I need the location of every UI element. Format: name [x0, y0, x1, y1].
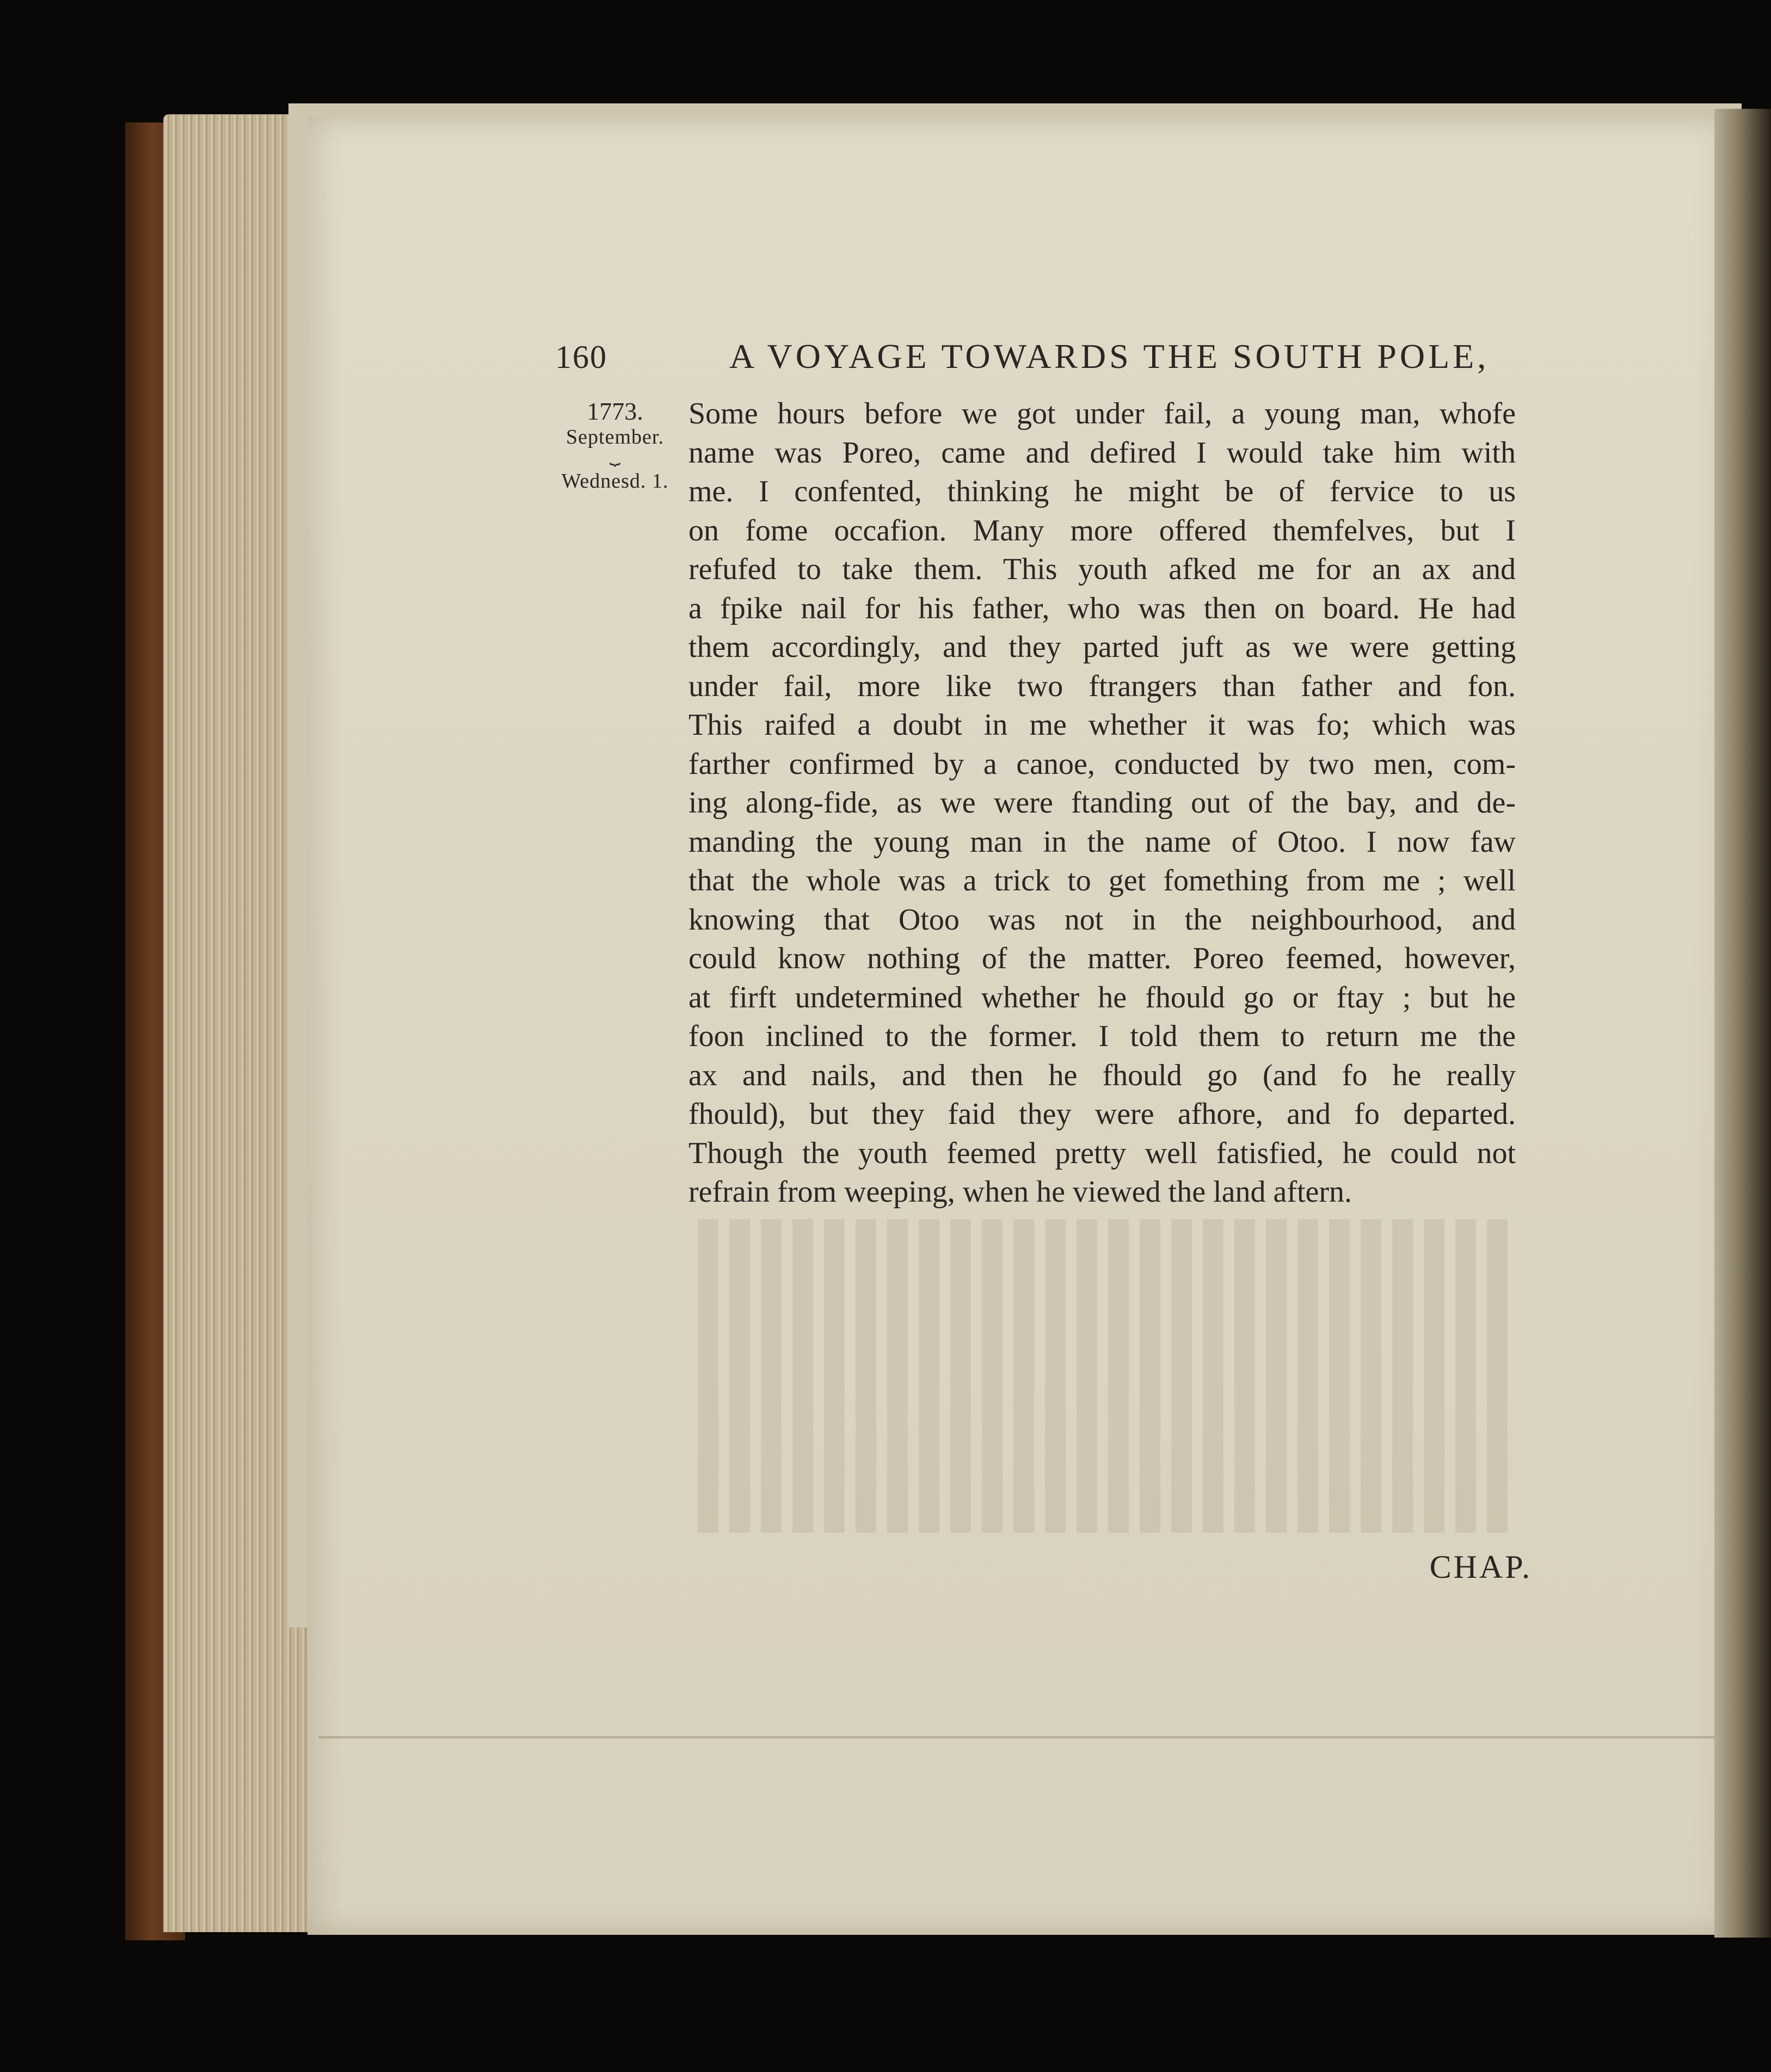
ghost-line: [691, 1454, 1508, 1493]
catchword: CHAP.: [1429, 1549, 1532, 1585]
body-line: name was Poreo, came and defired I would take him with: [688, 435, 1516, 470]
body-line: fhould), but they faid they were afhore, and fo departed.: [688, 1097, 1516, 1131]
body-line: Some hours before we got under fail, a young man, whofe: [688, 397, 1516, 431]
show-through-ghost-text: [691, 1219, 1508, 1557]
ghost-line: [691, 1376, 1508, 1415]
ghost-line: [691, 1298, 1508, 1337]
body-line: This raifed a doubt in me whether it was fo; which was: [688, 708, 1516, 742]
body-line: foon inclined to the former. I told them to return me the: [688, 1019, 1516, 1053]
margin-month: September.: [566, 426, 664, 448]
body-line: me. I confented, thinking he might be of fervice to us: [688, 475, 1516, 508]
body-line: that the whole was a trick to get fomething from me ; well: [688, 864, 1516, 897]
margin-brace: ⏟: [609, 445, 621, 465]
ghost-line: [691, 1258, 1508, 1298]
page-number: 160: [555, 339, 607, 375]
body-line: on fome occafion. Many more offered themfelves, but I: [688, 513, 1516, 548]
page-fold-line: [318, 1736, 1744, 1738]
ghost-line: [691, 1493, 1508, 1533]
ghost-line: [691, 1337, 1508, 1376]
body-paragraph: [688, 395, 1516, 1212]
body-line: farther confirmed by a canoe, conducted by two men, com-: [688, 747, 1516, 781]
running-head: A VOYAGE TOWARDS THE SOUTH POLE,: [729, 337, 1490, 376]
margin-day: Wednesd. 1.: [561, 470, 669, 493]
body-line: refrain from weeping, when he viewed the land aftern.: [688, 1175, 1352, 1209]
body-line: manding the young man in the name of Otoo. I now faw: [688, 825, 1516, 859]
ghost-line: [691, 1219, 1508, 1258]
body-line: under fail, more like two ftrangers than father and fon.: [688, 669, 1516, 703]
margin-note: [550, 397, 680, 495]
body-line: ing along-fide, as we were ftanding out of the bay, and de-: [688, 786, 1516, 820]
ghost-line: [691, 1415, 1508, 1454]
body-line: a fpike nail for his father, who was then on board. He had: [688, 591, 1516, 625]
right-gutter-shadow: [1714, 109, 1771, 1938]
body-line: them accordingly, and they parted juft as we were getting: [688, 630, 1516, 664]
body-line: refufed to take them. This youth afked me for an ax and: [688, 552, 1516, 586]
body-line: ax and nails, and then he fhould go (and fo he really: [688, 1058, 1516, 1092]
body-line: Though the youth feemed pretty well fatisfied, he could not: [688, 1136, 1516, 1170]
body-line: knowing that Otoo was not in the neighbourhood, and: [688, 902, 1516, 937]
body-line: at firft undetermined whether he fhould go or ftay ; but he: [688, 980, 1516, 1015]
body-line: could know nothing of the matter. Poreo feemed, however,: [688, 942, 1516, 975]
margin-year: 1773.: [587, 397, 643, 425]
